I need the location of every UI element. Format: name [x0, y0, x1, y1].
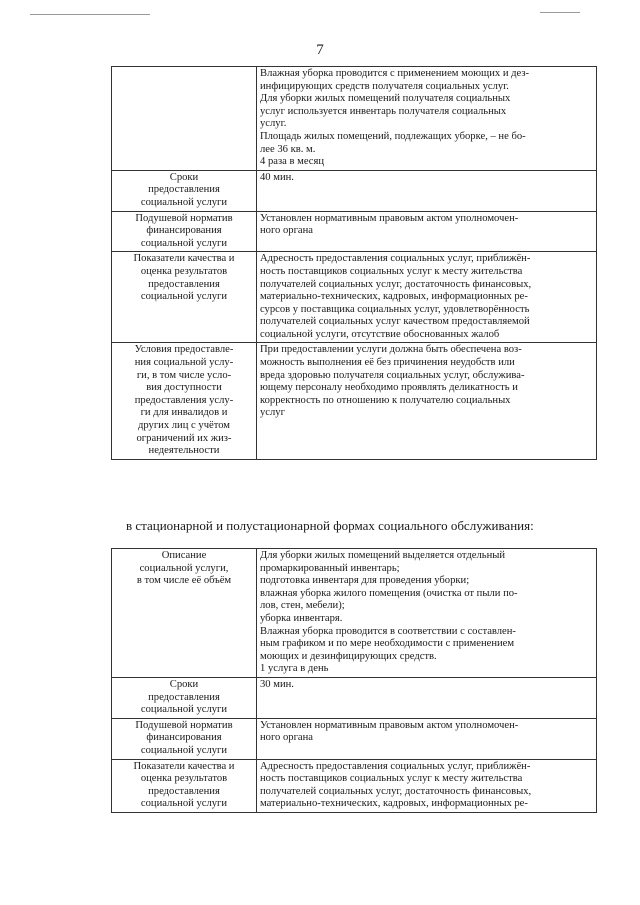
row-label-line: ограничений их жиз- [136, 432, 232, 444]
row-label-line: Условия предоставле- [134, 344, 234, 356]
row-content-line: 4 раза в месяц [260, 156, 325, 168]
row-label-line: ния социальной услу- [134, 357, 234, 369]
row-content-line: 30 мин. [260, 678, 294, 690]
row-content-line: Для уборки жилых помещений выделяется отдельный [260, 550, 506, 561]
row-content-line: подготовка инвентаря для проведения уборки; [260, 575, 470, 587]
row-content-line: лов, стен, мебели); [260, 600, 345, 612]
row-content-cell [257, 170, 597, 211]
section-heading: в стационарной и полустационарной формах социального обслуживания: [126, 518, 534, 533]
row-label-cell [112, 252, 257, 343]
row-content-line: услуг используется инвентарь получателя социальных [260, 105, 507, 117]
row-content-line: Адресность предоставления социальных услуг, приближён- [260, 760, 531, 772]
row-content-cell [257, 759, 597, 812]
row-content-line: сурсов у поставщика социальных услуг, удовлетворённость [260, 303, 530, 315]
row-content-line: влажная уборка жилого помещения (очистка от пыли по- [260, 587, 518, 599]
row-content-line: получателей социальных услуг качеством предоставляемой [260, 316, 530, 328]
row-label-line: предоставления [148, 184, 220, 196]
row-content-line: 1 услуга в день [260, 663, 329, 675]
scan-artifact-top-left [30, 14, 150, 15]
row-content-cell [257, 677, 597, 718]
row-content-line: услуг. [260, 118, 287, 130]
row-label-cell [112, 211, 257, 252]
row-content-line: 40 мин. [260, 171, 294, 183]
row-label-line: социальной услуги [140, 798, 228, 810]
row-label-line: Подушевой норматив [135, 719, 233, 731]
row-label-cell [112, 67, 257, 171]
row-content-cell [257, 549, 597, 678]
row-content-line: социальной услуги, отсутствие обоснованных жалоб [260, 328, 500, 340]
row-label-line: предоставления услу- [134, 394, 234, 406]
service-table-home [111, 66, 597, 460]
row-content-line: ного органа [260, 732, 314, 744]
row-content-line: ным графиком и по мере необходимости с применением [260, 638, 515, 650]
row-label-line: Показатели качества и [133, 760, 235, 772]
row-label-line: социальной услуги [140, 291, 228, 303]
row-content-line: материально-технических, кадровых, информационных ре- [260, 798, 528, 810]
scan-artifact-top-right [540, 12, 580, 13]
row-label-line: оценка результатов [140, 773, 228, 785]
row-content-cell [257, 252, 597, 343]
row-label-line: Сроки [169, 678, 199, 690]
row-label-line: предоставления [148, 278, 220, 290]
row-content-cell [257, 343, 597, 459]
row-label-line: социальной услуги [140, 237, 228, 249]
row-content-line: уборка инвентаря. [260, 612, 343, 624]
row-content-line: инфицирующих средств получателя социальных услуг. [260, 80, 509, 92]
service-table-stationary [111, 548, 597, 813]
table-row [112, 677, 597, 718]
row-label-line: Показатели качества и [133, 253, 235, 265]
table-body [112, 67, 597, 460]
row-content-line: Установлен нормативным правовым актом уполномочен- [260, 212, 519, 224]
row-content-line: получателей социальных услуг, достаточность финансовых, [260, 785, 532, 797]
row-label-line: социальной услуги [140, 744, 228, 756]
row-content-line: ность поставщиков социальных услуг к месту жительства [260, 265, 523, 277]
row-content-line: промаркированный инвентарь; [260, 562, 400, 574]
row-content-cell [257, 718, 597, 759]
row-label-line: социальной услуги [140, 196, 228, 208]
row-content-line: ного органа [260, 225, 314, 237]
row-label-cell [112, 677, 257, 718]
row-label-line: Сроки [169, 171, 199, 183]
row-label-line: предоставления [148, 691, 220, 703]
row-content-line: Влажная уборка проводится в соответствии с составлен- [260, 625, 516, 637]
row-content-line: услуг [260, 407, 285, 419]
table-row [112, 718, 597, 759]
row-content-cell [257, 67, 597, 171]
row-content-line: можность выполнения её без причинения неудобств или [260, 357, 515, 369]
row-label-cell [112, 343, 257, 459]
row-label-line: финансирования [146, 225, 222, 237]
row-label-line: финансирования [146, 732, 222, 744]
table-row [112, 252, 597, 343]
row-label-line: предоставления [148, 785, 220, 797]
row-content-line: Для уборки жилых помещений получателя социальных [260, 93, 511, 105]
row-label-line: недеятельности [148, 445, 220, 457]
row-label-cell [112, 170, 257, 211]
row-content-line: ющему персоналу необходимо проявлять деликатность и [260, 382, 518, 394]
row-content-line: Установлен нормативным правовым актом уполномочен- [260, 719, 519, 731]
row-label-line: оценка результатов [140, 265, 228, 277]
row-label-line: Подушевой норматив [135, 212, 233, 224]
page-number: 7 [316, 42, 324, 58]
row-label-line: социальной услуги, [139, 562, 229, 574]
row-label-cell [112, 759, 257, 812]
row-label-line: социальной услуги [140, 704, 228, 716]
row-label-line: в том числе её объём [136, 575, 232, 587]
row-label-line: ги, в том числе усло- [136, 369, 232, 381]
row-content-line: лее 36 кв. м. [260, 143, 316, 155]
row-label-line: ги для инвалидов и [140, 407, 228, 419]
row-label-line: других лиц с учётом [137, 420, 231, 432]
row-content-line: Площадь жилых помещений, подлежащих уборке, – не бо- [260, 130, 526, 142]
row-content-line: материально-технических, кадровых, информационных ре- [260, 291, 528, 303]
table-row [112, 549, 597, 678]
row-label-line: Описание [161, 550, 207, 561]
row-label-cell [112, 718, 257, 759]
row-label-line: вия доступности [146, 382, 222, 394]
table-body [112, 549, 597, 813]
row-content-line: При предоставлении услуги должна быть обеспечена воз- [260, 344, 522, 356]
table-row [112, 211, 597, 252]
row-content-line: ность поставщиков социальных услуг к месту жительства [260, 773, 523, 785]
row-content-cell [257, 211, 597, 252]
table-row [112, 343, 597, 459]
table-row [112, 67, 597, 171]
row-content-line: получателей социальных услуг, достаточность финансовых, [260, 278, 532, 290]
table-row [112, 759, 597, 812]
row-label-cell [112, 549, 257, 678]
table-row [112, 170, 597, 211]
row-content-line: корректность по отношению к получателю социальных [260, 394, 511, 406]
row-content-line: Адресность предоставления социальных услуг, приближён- [260, 253, 531, 265]
row-content-line: моющих и дезинфицирующих средств. [260, 650, 437, 662]
row-content-line: вреда здоровью получателя социальных услуг, обслужива- [260, 369, 525, 381]
row-content-line: Влажная уборка проводится с применением моющих и дез- [260, 68, 530, 79]
